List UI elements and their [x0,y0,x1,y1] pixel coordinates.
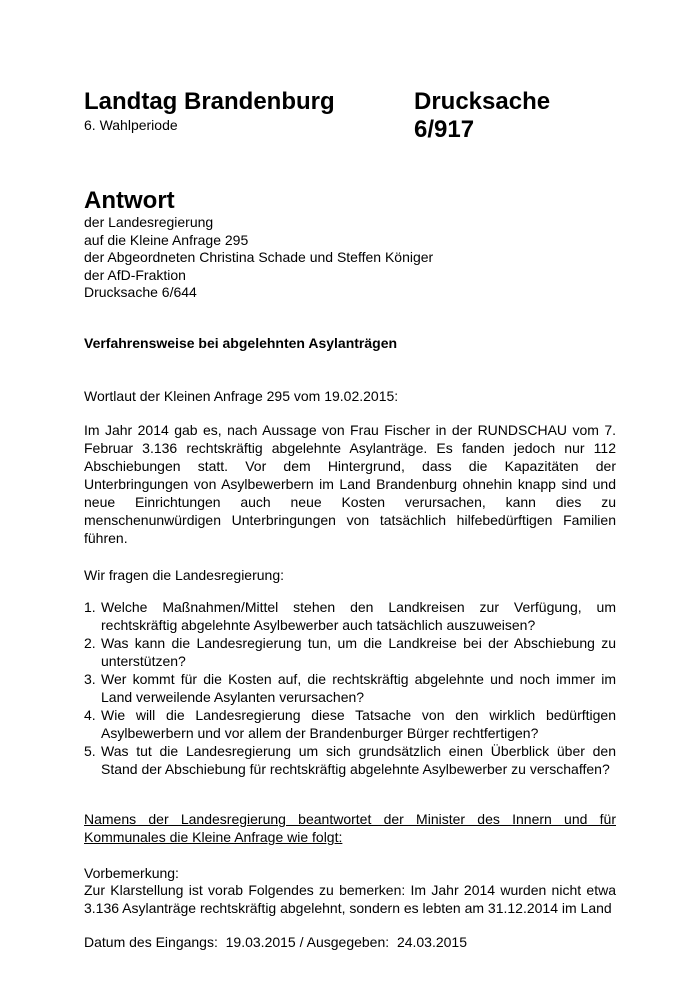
question-item [84,742,616,778]
meta-line: der Abgeordneten Christina Schade und Steffen Königer [84,249,434,266]
topic-title: Verfahrensweise bei abgelehnten Asylanträgen [84,335,398,351]
answer-intro-block [84,810,616,846]
meta-line: der Landesregierung [84,214,214,230]
question-text: Wie will die Landesregierung diese Tatsache von den wirklich bedürftigen Asylbewerbern und vor allem der Brandenburger Bürger rechtfertigen? [101,707,616,741]
meta-lines [84,214,433,302]
answer-intro: Namens der Landesregierung beantwortet der Minister des Innern und für Kommunales die Kleine Anfrage wie folgt: [84,811,616,845]
received-label: Datum des Eingangs: [84,934,218,950]
meta-line: auf die Kleine Anfrage 295 [84,231,249,248]
preliminary-label: Vorbemerkung: [84,865,179,881]
question-item [84,706,616,742]
question-item [84,634,616,670]
question-text: Welche Maßnahmen/Mittel stehen den Landkreisen zur Verfügung, um rechtskräftig abgelehnte Asylbewerber auch tatsächlich auszuweisen? [101,599,616,633]
published-label: Ausgegeben: [306,934,390,950]
document-heading: Antwort [84,187,175,214]
published-date: 24.03.2015 [396,934,468,950]
date-separator: / [299,934,304,950]
question-text: Was tut die Landesregierung um sich grundsätzlich einen Überblick über den Stand der Abschiebung für rechtskräftig abgelehnte Asylbewerber zu verschaffen? [101,743,616,777]
legislative-period: 6. Wahlperiode [84,117,178,133]
question-number: 5. [84,743,96,759]
question-number: 3. [84,671,96,687]
question-list [84,598,616,778]
question-number: 2. [84,635,96,651]
question-item [84,598,616,634]
question-item [84,670,616,706]
question-number: 1. [84,599,96,615]
institution-title: Landtag Brandenburg [84,88,335,115]
preliminary-text: Zur Klarstellung ist vorab Folgendes zu bemerken: Im Jahr 2014 wurden nicht etwa 3.136 Asylanträge rechtskräftig abgelehnt, sondern es lebten am 31.12.2014 im Land [84,882,616,916]
footer-dates [84,933,467,951]
meta-line: der AfD-Fraktion [84,266,186,283]
questions-intro: Wir fragen die Landesregierung: [84,567,285,583]
question-number: 4. [84,707,96,723]
meta-line: Drucksache 6/644 [84,284,197,301]
received-date: 19.03.2015 [225,934,296,950]
wording-intro: Wortlaut der Kleinen Anfrage 295 vom 19.02.2015: [84,388,399,404]
question-text: Was kann die Landesregierung tun, um die Landkreise bei der Abschiebung zu unterstützen? [101,635,616,669]
document-number: Drucksache 6/917 [414,88,551,143]
question-text: Wer kommt für die Kosten auf, die rechtskräftig abgelehnte und noch immer im Land verweilende Asylanten verursachen? [101,671,616,705]
body-paragraph: Im Jahr 2014 gab es, nach Aussage von Frau Fischer in der RUNDSCHAU vom 7. Februar 3.136 rechtskräftig abgelehnte Asylanträge. Es fanden jedoch nur 112 Abschiebungen statt. Vor dem Hintergrund, dass die Kapazitäten der Unterbringungen von Asylbewerbern im Land Brandenburg ohnehin knapp sind und neue Einrichtungen auch neue Kosten verursachen, kann dies zu menschenunwürdigen Unterbringungen von tatsächlich hilfebedürftigen Familien führen. [84,422,616,546]
